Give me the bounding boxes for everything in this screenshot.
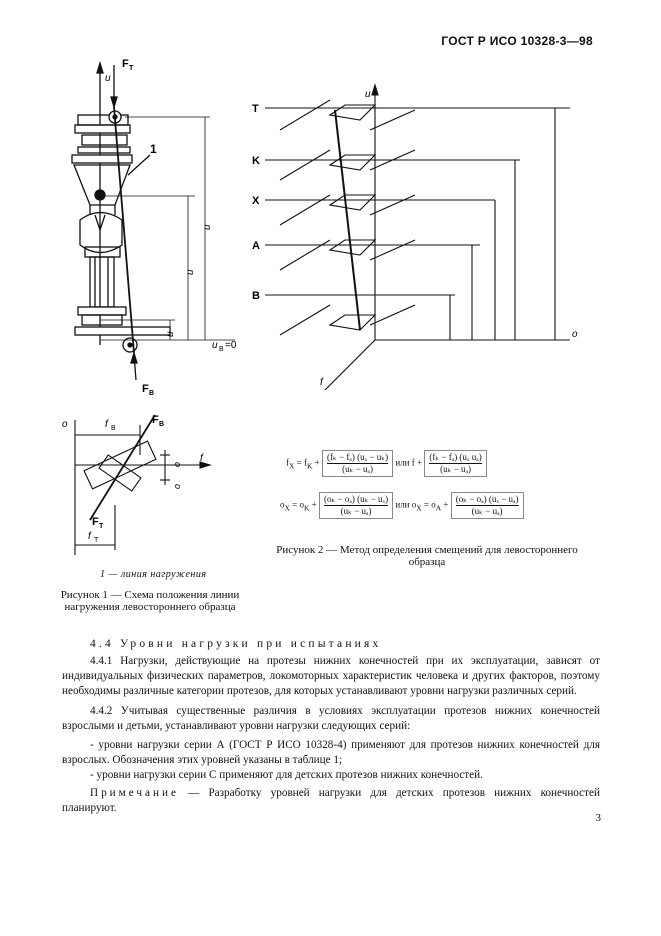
plan-oT-label: o [172,483,182,489]
paragraph-4-4-1: 4.4.1 Нагрузки, действующие на протезы нижних конечностей при их эксплуатации, зависят от индивидуальных физических параметров, локомоторных характеристик человека и других факторов, поэтому необходимы различные категории протезов, для которых устанавливают уровни нагрузки различных серий. [62,655,600,697]
figure-2-caption: Рисунок 2 — Метод определения смещений для левостороннего образца [276,544,578,568]
plan-fT-sub: T [94,537,99,544]
figure-1-plan-diagram [60,405,220,565]
bullet-series-a: - уровни нагрузки серии А (ГОСТ Р ИСО 10328-4) применяют для протезов нижних конечностей для взрослых. Обозначения этих уровней указаны в таблице 1; [62,739,600,766]
plan-FB-label: F [152,414,159,426]
document-header: ГОСТ Р ИСО 10328-3—98 [441,34,593,48]
plan-fT-label: f [88,531,91,542]
plan-o-label: o [62,419,68,430]
formula-ox: $o_X = o_K$ + $\frac{\text{(oₖ − oₐ) (uₖ − uₓ)}}{\text{(uₖ − uₐ)}}$ или $o_X = o_A$ + $\frac{\text{(oₖ − oₐ) (uₓ − uₐ)}}{\text{(uₖ − uₐ)}}$ [280,492,524,519]
note-text: — Разработку уровней нагрузки для детских протезов нижних конечностей планируют. [62,787,600,814]
plan-f-label: f [200,453,203,464]
note [62,786,600,816]
plan-fb-label: f [105,419,108,430]
paragraph-4-4-2: 4.4.2 Учитывая существенные различия в условиях эксплуатации протезов нижних конечностей взрослыми и детьми, устанавливают уровни нагрузки следующих серий: [62,705,600,732]
axis-u-label: u [105,73,111,84]
fig2-f-label: f [320,377,323,388]
ut-label: u [202,224,213,230]
load-ft-label: F [122,58,129,70]
plan-FB-sub: B [159,421,165,428]
uk-label: u [185,269,196,275]
plan-oB-label: o [172,461,182,467]
note-label: Примечание [90,787,179,799]
load-fb-label: F [142,383,149,395]
figure-2-diagram [250,55,590,400]
figure-1-diagram [60,55,260,395]
level-x: X [252,195,260,207]
formula-fx: $f_X = f_K$ + $\frac{\text{(fₖ − fₐ) (uₓ − uₖ)}}{\text{(uₖ − uₐ)}}$ или f + $\frac{\text{(fₖ − fₐ) (uₓ uₐ)}}{\text{(uₖ − uₐ)}}$ [286,450,487,477]
level-k: K [252,155,260,167]
fig2-o-label: o [572,329,578,340]
ub-eq: =0 [225,340,237,351]
plan-fb-sub: B [111,425,116,432]
fig2-u-label: u [365,89,371,100]
figure-1-caption: Рисунок 1 — Схема положения линии нагружения левостороннего образца [60,589,240,613]
ub-label: u [212,340,218,351]
figure-1-legend: 1 — линия нагружения [100,569,207,580]
ua-label: u [165,331,176,337]
level-t: T [252,103,259,115]
ub-sub: B [219,346,224,353]
load-fb-sub: B [149,390,155,395]
level-b: B [252,290,260,302]
plan-FT-label: F [92,516,99,528]
level-a: A [252,240,260,252]
section-title: 4.4 Уровни нагрузки при испытаниях [90,638,382,650]
bullet-series-c: - уровни нагрузки серии С применяют для детских протезов нижних конечностей. [90,769,483,781]
load-ft-sub: T [129,65,134,72]
plan-FT-sub: T [99,523,104,530]
line-1-label: 1 [150,142,157,156]
page-number: 3 [595,812,601,824]
